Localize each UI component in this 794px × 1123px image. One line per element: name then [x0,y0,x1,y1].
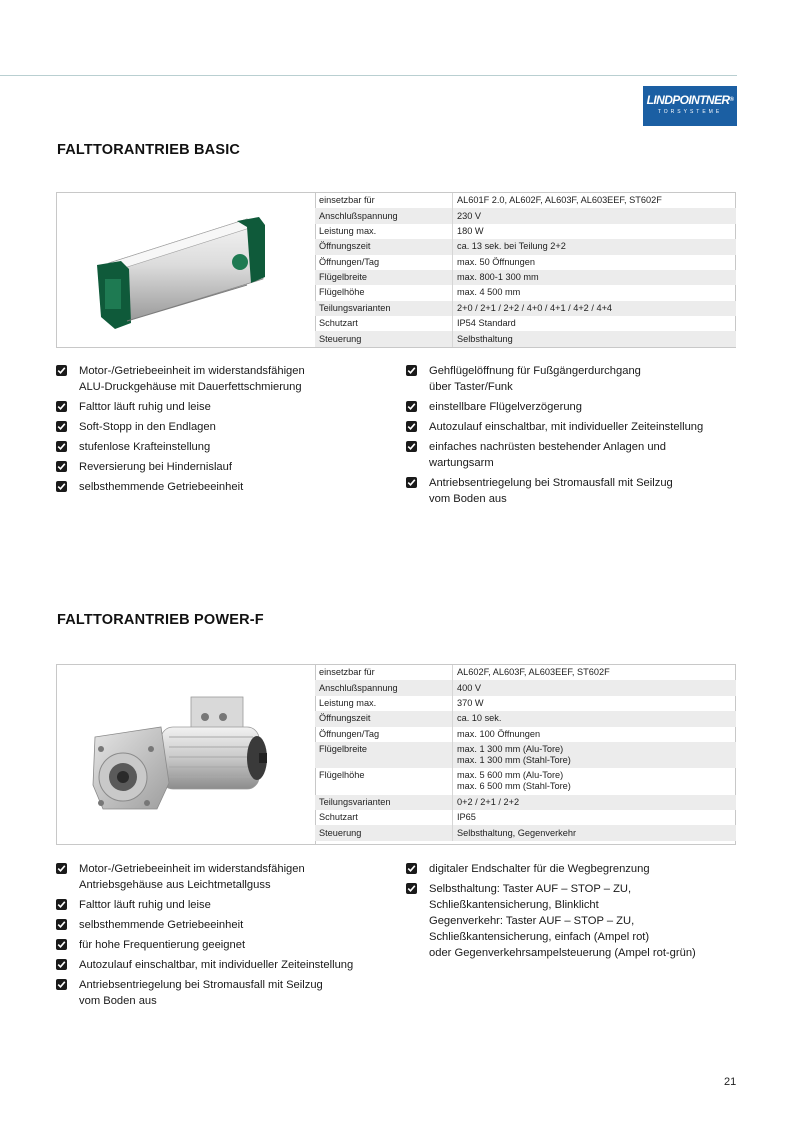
spec-table-power-f [315,665,736,841]
spec-value: max. 5 600 mm (Alu-Tore) max. 6 500 mm (Stahl-Tore) [457,770,571,792]
checkbox-checked-icon [406,401,417,412]
checkbox-checked-icon [56,461,67,472]
checkbox-checked-icon [56,863,67,874]
checkbox-checked-icon [56,979,67,990]
header-rule [0,75,737,76]
checkbox-checked-icon [56,919,67,930]
spec-value: Selbsthaltung, Gegenverkehr [453,825,737,840]
spec-value: IP65 [457,812,476,823]
section-title-power-f: FALTTORANTRIEB POWER-F [57,612,264,628]
table-row [315,301,736,316]
spec-value: 180 W [457,225,484,236]
logo-registered: ® [729,97,734,103]
checkbox-checked-icon [406,863,417,874]
spec-key: Flügelbreite [315,270,453,285]
list-item: Reversierung bei Hindernislauf [56,459,396,475]
list-item: einstellbare Flügelverzögerung [406,399,736,415]
checkbox-checked-icon [56,401,67,412]
table-row [315,696,736,711]
page-number: 21 [724,1076,737,1088]
spec-key: Teilungsvarianten [315,301,453,316]
spec-key: Öffnungszeit [315,711,453,726]
table-row [315,810,736,825]
spec-value: 400 V [453,680,737,695]
section-title-basic: FALTTORANTRIEB BASIC [57,142,241,158]
gate-drive-basic-icon [57,193,315,347]
list-item: Selbsthaltung: Taster AUF – STOP – ZU, Schließkantensicherung, Blinklicht Gegenverkehr: Taster AUF – STOP – ZU, Schließkantensicherung, einfach (Ampel rot) oder Gegenverkehrsampelsteuerung (Ampel rot-grün) [406,881,736,961]
spec-value: max. 800-1 300 mm [453,270,737,285]
spec-key: Leistung max. [315,696,453,711]
table-row [315,224,736,239]
table-row [315,316,736,331]
table-row [315,680,736,695]
product-image-power-f [57,665,316,844]
spec-value: ca. 13 sek. bei Teilung 2+2 [453,239,737,254]
spec-box-power-f [56,664,736,845]
spec-key: Leistung max. [315,224,453,239]
checkbox-checked-icon [56,421,67,432]
spec-key: Schutzart [315,316,453,331]
spec-key: Öffnungen/Tag [315,255,453,270]
list-item: Autozulauf einschaltbar, mit individueller Zeiteinstellung [56,957,396,973]
spec-value: IP54 Standard [457,318,516,329]
list-item: stufenlose Krafteinstellung [56,439,396,455]
gear-motor-icon [57,665,315,844]
list-item: digitaler Endschalter für die Wegbegrenzung [406,861,736,877]
spec-value: 2+0 / 2+1 / 2+2 / 4+0 / 4+1 / 4+2 / 4+4 [453,301,737,316]
checkbox-checked-icon [56,959,67,970]
checkbox-checked-icon [56,899,67,910]
table-row [315,711,736,726]
spec-key: Anschlußspannung [315,680,453,695]
table-row [315,270,736,285]
list-item: einfaches nachrüsten bestehender Anlagen und wartungsarm [406,439,736,471]
spec-value: AL601F 2.0, AL602F, AL603F, AL603EEF, ST602F [457,195,662,206]
feature-list-basic-right [406,363,736,511]
spec-value: 370 W [457,697,484,708]
company-logo [643,86,737,126]
list-item: Motor-/Getriebeeinheit im widerstandsfähigen Antriebsgehäuse aus Leichtmetallguss [56,861,396,893]
list-item: Falttor läuft ruhig und leise [56,399,396,415]
spec-value: AL602F, AL603F, AL603EEF, ST602F [457,667,610,678]
logo-tagline: TORSYSTEME [657,109,723,115]
table-row [315,665,736,680]
spec-value: max. 4 500 mm [457,287,521,298]
checkbox-checked-icon [56,939,67,950]
feature-list-power-f-right [406,861,736,965]
list-item: Soft-Stopp in den Endlagen [56,419,396,435]
spec-key: einsetzbar für [315,193,453,208]
checkbox-checked-icon [56,365,67,376]
spec-value: ca. 10 sek. [453,711,737,726]
spec-table-basic [315,193,736,347]
table-row [315,331,736,346]
spec-key: Flügelbreite [315,742,453,768]
table-row [315,825,736,840]
spec-key: Steuerung [315,825,453,840]
list-item: Autozulauf einschaltbar, mit individueller Zeiteinstellung [406,419,736,435]
table-row [315,768,736,794]
table-row [315,285,736,300]
spec-key: Öffnungszeit [315,239,453,254]
spec-value: max. 50 Öffnungen [457,256,535,267]
checkbox-checked-icon [406,441,417,452]
list-item: Gehflügelöffnung für Fußgängerdurchgang über Taster/Funk [406,363,736,395]
table-row [315,239,736,254]
spec-key: Öffnungen/Tag [315,727,453,742]
feature-list-power-f-left [56,861,396,1013]
spec-key: Anschlußspannung [315,208,453,223]
table-row [315,193,736,208]
table-row [315,795,736,810]
table-row [315,255,736,270]
table-row [315,742,736,768]
feature-list-basic-left [56,363,396,499]
list-item: für hohe Frequentierung geeignet [56,937,396,953]
checkbox-checked-icon [406,365,417,376]
spec-key: Flügelhöhe [315,768,453,794]
spec-key: Schutzart [315,810,453,825]
checkbox-checked-icon [56,481,67,492]
spec-key: einsetzbar für [315,665,453,680]
table-row [315,727,736,742]
spec-key: Flügelhöhe [315,285,453,300]
checkbox-checked-icon [406,421,417,432]
spec-value: 230 V [453,208,737,223]
list-item: Falttor läuft ruhig und leise [56,897,396,913]
spec-key: Teilungsvarianten [315,795,453,810]
product-image-basic [57,193,316,347]
list-item: Antriebsentriegelung bei Stromausfall mit Seilzug vom Boden aus [406,475,736,507]
checkbox-checked-icon [406,477,417,488]
checkbox-checked-icon [406,883,417,894]
list-item: selbsthemmende Getriebeeinheit [56,479,396,495]
spec-box-basic [56,192,736,348]
checkbox-checked-icon [56,441,67,452]
logo-name: LINDPOINTNER [646,93,730,107]
spec-key: Steuerung [315,331,453,346]
spec-value: max. 100 Öffnungen [457,728,541,739]
list-item: selbsthemmende Getriebeeinheit [56,917,396,933]
spec-value: Selbsthaltung [453,331,737,346]
list-item: Motor-/Getriebeeinheit im widerstandsfähigen ALU-Druckgehäuse mit Dauerfettschmierung [56,363,396,395]
spec-value: 0+2 / 2+1 / 2+2 [453,795,737,810]
list-item: Antriebsentriegelung bei Stromausfall mit Seilzug vom Boden aus [56,977,396,1009]
table-row [315,208,736,223]
spec-value: max. 1 300 mm (Alu-Tore) max. 1 300 mm (Stahl-Tore) [453,742,737,768]
